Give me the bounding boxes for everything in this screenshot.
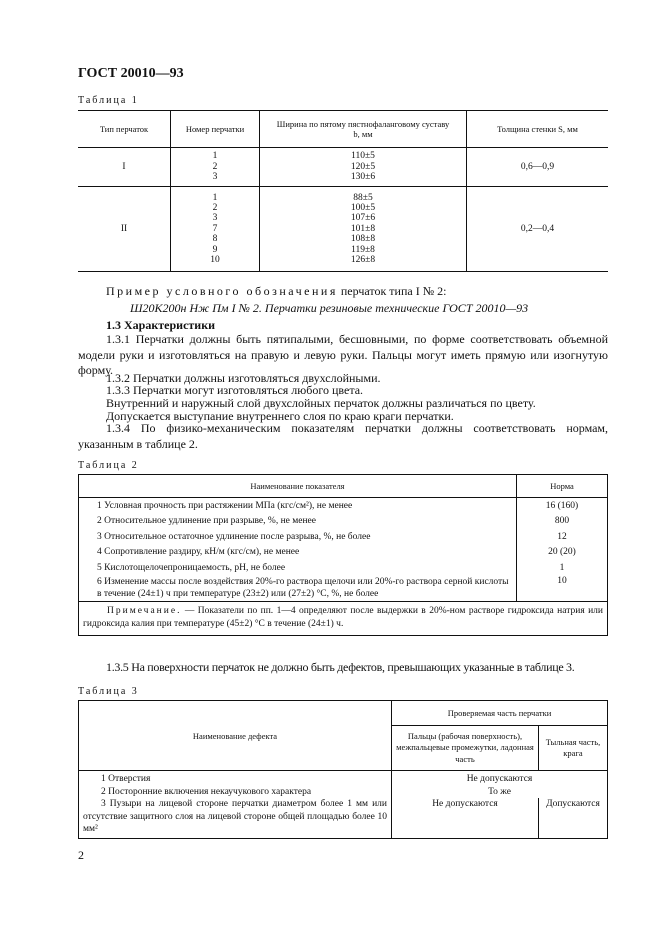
table-row bbox=[79, 545, 608, 561]
paragraph-1-3-2: 1.3.2 Перчатки должны изготовляться двухслойными. bbox=[106, 371, 381, 385]
t1-header-thickness: Толщина стенки S, мм bbox=[467, 111, 609, 148]
t3-header-part: Проверяемая часть перчатки bbox=[392, 701, 608, 726]
t3-row-fingers: Не допускаются bbox=[392, 798, 539, 838]
paragraph-1-3-5: 1.3.5 На поверхности перчаток не должно быть дефектов, превышающих указанные в таблице 3. bbox=[106, 660, 575, 674]
t2-row-value: 1 bbox=[517, 560, 608, 576]
table1-caption: Таблица 1 bbox=[78, 95, 139, 106]
t1-type-cell: I bbox=[78, 148, 171, 187]
table-row bbox=[79, 771, 608, 786]
t1-width: 100±5 bbox=[350, 202, 376, 213]
t2-row-value: 12 bbox=[517, 529, 608, 545]
t1-width: 130±6 bbox=[350, 172, 376, 183]
t1-number: 9 bbox=[212, 244, 218, 255]
t3-row-merged: Не допускаются bbox=[392, 771, 608, 786]
t3-header-fingers: Пальцы (рабочая поверхность), межпальцевые промежутки, ладонная часть bbox=[392, 726, 539, 771]
t1-width: 108±8 bbox=[350, 234, 376, 245]
t1-width-cell bbox=[260, 148, 467, 187]
t3-header-name: Наименование дефекта bbox=[79, 701, 392, 771]
paragraph-1-3-4: 1.3.4 По физико-механическим показателям перчатки должны соответствовать нормам, указанным в таблице 2. bbox=[78, 421, 608, 451]
t1-width: 126±8 bbox=[350, 255, 376, 266]
t1-number: 3 bbox=[212, 172, 218, 183]
t1-width: 110±5 bbox=[351, 151, 375, 162]
t3-row-name: 1 Отверстия bbox=[101, 774, 151, 784]
table-row bbox=[79, 786, 608, 799]
example-lead: Пример условного обозначения bbox=[106, 284, 338, 298]
t1-width: 101±8 bbox=[350, 223, 376, 234]
example-lead-rest: перчаток типа I № 2: bbox=[337, 284, 447, 298]
t1-width: 119±8 bbox=[351, 244, 375, 255]
document-header: ГОСТ 20010—93 bbox=[78, 66, 184, 81]
t1-width: 107±6 bbox=[350, 213, 376, 224]
t1-thickness-cell: 0,6—0,9 bbox=[467, 148, 609, 187]
paragraph-inner-layer: Допускается выступание внутреннего слоя по краю краги перчатки. bbox=[106, 409, 454, 423]
paragraph-1-3-1: 1.3.1 Перчатки должны быть пятипалыми, бесшовными, по форме соответствовать объемной модели руки и изготовляться на правую и левую руки. Пальцы могут иметь прямую или изогнутую форму. bbox=[78, 332, 608, 377]
t2-row-value: 10 bbox=[517, 576, 608, 602]
t1-header-width-unit: b, мм bbox=[353, 129, 373, 139]
table-row bbox=[79, 798, 608, 838]
t1-width: 88±5 bbox=[353, 192, 373, 203]
t1-header-number: Номер перчатки bbox=[171, 111, 260, 148]
t2-row-name: 4 Сопротивление раздиру, кН/м (кгс/см), не менее bbox=[97, 547, 300, 558]
t1-width-cell bbox=[260, 187, 467, 272]
example-line bbox=[106, 284, 616, 300]
t2-note-row bbox=[79, 601, 608, 635]
t2-note-text: — Показатели по пп. 1—4 определяют после выдержки в 20%-ном растворе гидроксида натрия или гидроксида калия при температуре (45±2) °С в течение (24±1) ч. bbox=[83, 605, 604, 629]
t1-number-cell bbox=[171, 187, 260, 272]
t2-header-name: Наименование показателя bbox=[79, 475, 517, 498]
t1-number: 2 bbox=[212, 202, 218, 213]
t1-number: 7 bbox=[212, 223, 218, 234]
t2-note-label: Примечание. bbox=[107, 605, 182, 616]
table-row bbox=[79, 498, 608, 514]
t1-thickness-cell: 0,2—0,4 bbox=[467, 187, 609, 272]
t1-number: 1 bbox=[212, 151, 218, 162]
section-heading: 1.3 Характеристики bbox=[106, 318, 216, 332]
t1-number: 3 bbox=[212, 213, 218, 224]
t3-row-name: 2 Посторонние включения некаучукового характера bbox=[101, 786, 312, 797]
t1-number: 10 bbox=[210, 255, 220, 266]
table1 bbox=[78, 110, 608, 272]
table3 bbox=[78, 700, 608, 839]
t3-row-back: Допускаются bbox=[539, 798, 608, 838]
t1-type-cell: II bbox=[120, 224, 128, 234]
t2-note bbox=[79, 601, 608, 635]
table-row bbox=[79, 560, 608, 576]
page-number: 2 bbox=[78, 848, 84, 862]
t2-row-value: 800 bbox=[517, 514, 608, 530]
t2-header-norm: Норма bbox=[517, 475, 608, 498]
t1-group-row bbox=[78, 148, 608, 187]
t1-number-cell bbox=[171, 148, 260, 187]
t2-row-name: 5 Кислотощелочепроницаемость, pH, не более bbox=[97, 562, 286, 573]
paragraph-layers-color: Внутренний и наружный слой двухслойных перчаток должны различаться по цвету. bbox=[106, 396, 536, 410]
t1-header-width-text: Ширина по пятому пястнофаланговому суставу bbox=[276, 119, 450, 129]
t2-row-value: 20 (20) bbox=[517, 545, 608, 561]
t1-width: 120±5 bbox=[350, 161, 376, 172]
t2-row-name: 2 Относительное удлинение при разрыве, %, не менее bbox=[97, 516, 316, 527]
table2-caption: Таблица 2 bbox=[78, 460, 139, 471]
t2-row-name: 3 Относительное остаточное удлинение после разрыва, %, не более bbox=[97, 531, 371, 542]
t1-group-row bbox=[78, 187, 608, 272]
table2 bbox=[78, 474, 608, 636]
table-row bbox=[79, 529, 608, 545]
t3-row-name: 3 Пузыри на лицевой стороне перчатки диаметром более 1 мм или отсутствие защитного слоя на лицевой стороне общей площадью более 10 мм² bbox=[83, 799, 387, 834]
table-row bbox=[79, 576, 608, 602]
t1-number: 8 bbox=[212, 234, 218, 245]
example-designation: Ш20К200н Нж Пм I № 2. Перчатки резиновые технические ГОСТ 20010—93 bbox=[130, 301, 529, 315]
t3-row-merged: То же bbox=[392, 786, 608, 799]
table3-caption: Таблица 3 bbox=[78, 686, 139, 697]
t2-row-value: 16 (160) bbox=[517, 498, 608, 514]
t2-row-name: 1 Условная прочность при растяжении МПа (кгс/см²), не менее bbox=[97, 500, 353, 511]
t3-header-back: Тыльная часть, крага bbox=[539, 726, 608, 771]
table-row bbox=[79, 514, 608, 530]
t1-number: 2 bbox=[212, 161, 218, 172]
paragraph-1-3-3: 1.3.3 Перчатки могут изготовляться любого цвета. bbox=[106, 383, 364, 397]
t2-row-name: 6 Изменение массы после воздействия 20%-го раствора щелочи или 20%-го раствора серной кислоты в течение (24±1) ч при температуре (23±2) или (27±2) °С, %, не более bbox=[97, 576, 509, 599]
t1-number: 1 bbox=[212, 192, 218, 203]
t1-header-type: Тип перчаток bbox=[78, 111, 171, 148]
t1-header-width bbox=[260, 111, 467, 148]
